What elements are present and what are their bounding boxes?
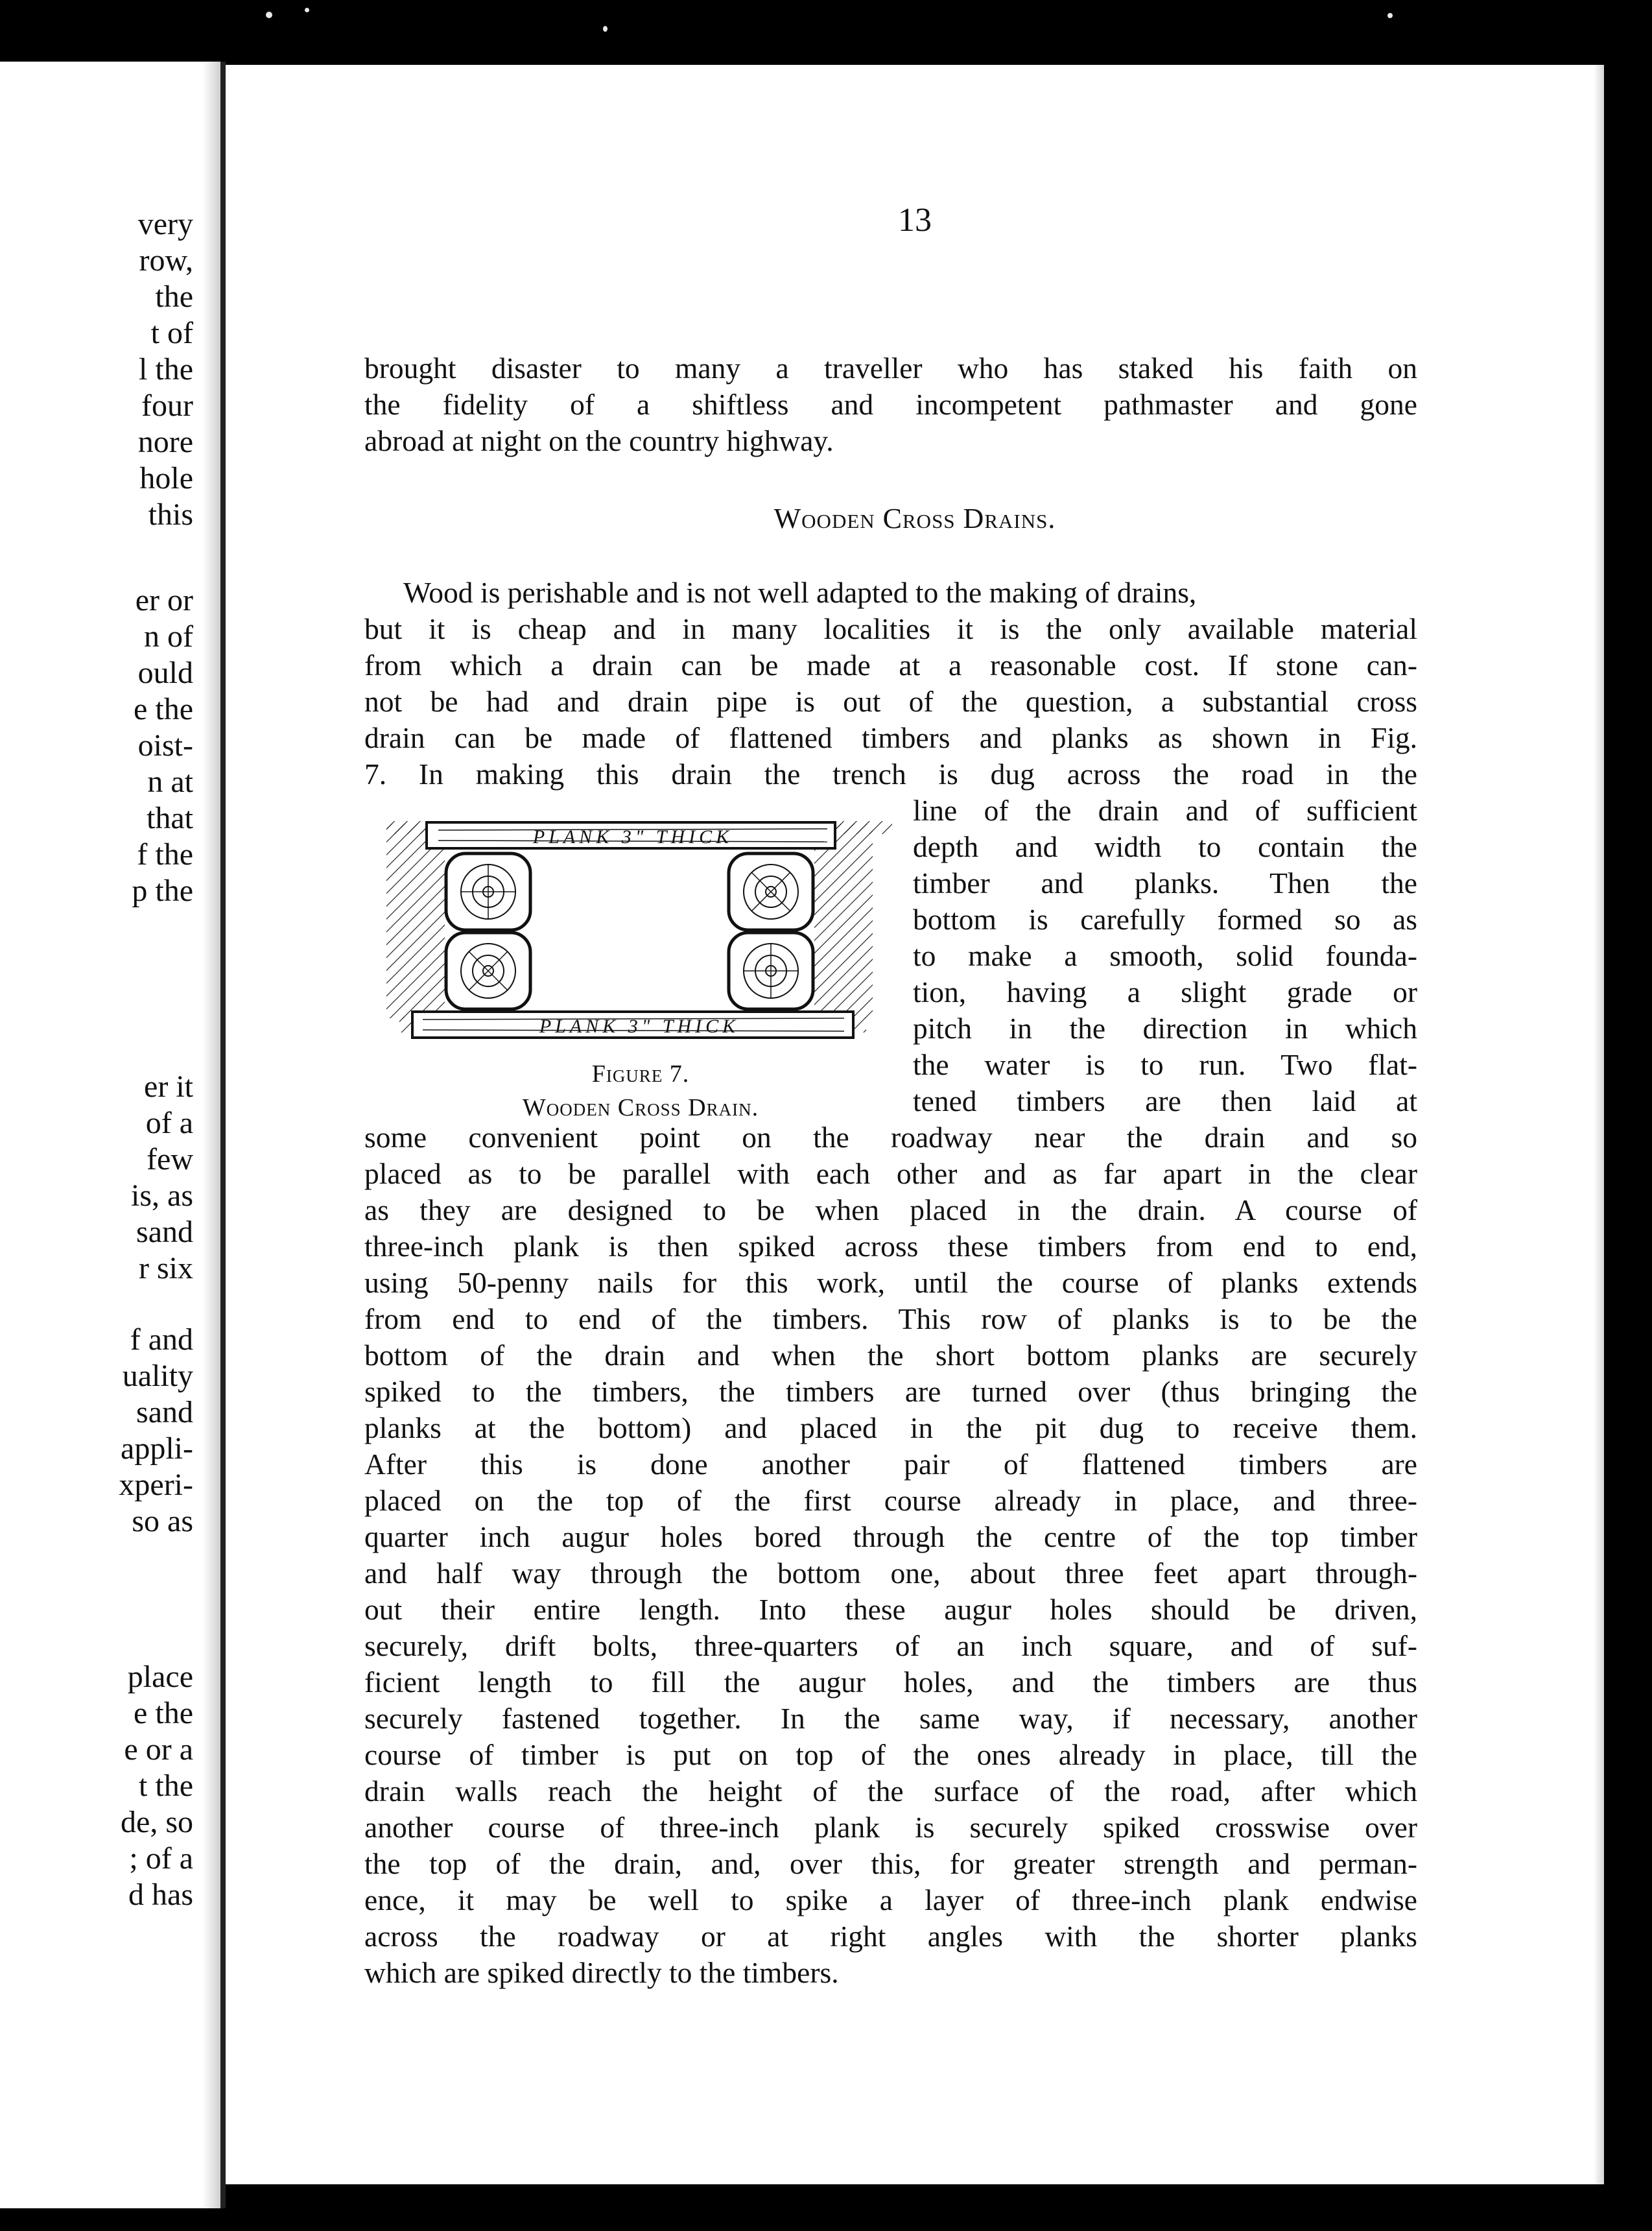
previous-page-text-line: place xyxy=(127,1660,193,1694)
previous-page-text-line: n of xyxy=(144,619,193,654)
text-line: from end to end of the timbers. This row of planks is to be the xyxy=(364,1302,1417,1335)
text-line: drain can be made of flattened timbers and planks as shown in Fig. xyxy=(364,721,1417,754)
text-line: placed as to be parallel with each other and as far apart in the clear xyxy=(364,1157,1417,1190)
previous-page-text-line: sand xyxy=(136,1395,193,1429)
previous-page-fragment xyxy=(0,62,220,2208)
book-gutter xyxy=(220,62,226,2208)
top-plank-label: PLANK 3" THICK xyxy=(532,826,733,848)
text-line: planks at the bottom) and placed in the pit dug to receive them. xyxy=(364,1411,1417,1444)
figure-wooden-cross-drain xyxy=(386,816,892,1049)
text-line: bottom of the drain and when the short bottom planks are securely xyxy=(364,1339,1417,1372)
top-plank xyxy=(427,822,835,848)
text-line: the water is to run. Two flat- xyxy=(913,1048,1417,1081)
previous-page-text-line: hole xyxy=(139,461,193,495)
previous-page-text-line: e or a xyxy=(124,1732,193,1767)
previous-page-text-line: d has xyxy=(128,1878,193,1912)
bottom-plank xyxy=(412,1012,853,1038)
previous-page-text-line: this xyxy=(148,497,193,532)
previous-page-text-line: f and xyxy=(130,1322,193,1357)
scan-speck xyxy=(305,8,309,12)
previous-page-text-line: f the xyxy=(137,837,193,872)
text-line: to make a smooth, solid founda- xyxy=(913,939,1417,972)
previous-page-text-line: the xyxy=(155,280,193,314)
text-line: ence, it may be well to spike a layer of three-inch plank endwise xyxy=(364,1883,1417,1916)
text-line: course of timber is put on top of the ones already in place, till the xyxy=(364,1738,1417,1771)
previous-page-text-line: sand xyxy=(136,1215,193,1249)
previous-page-text-line: oist- xyxy=(137,728,193,763)
previous-page-text-line: p the xyxy=(132,874,193,908)
previous-page-text-line: n at xyxy=(147,765,193,799)
text-line: across the roadway or at right angles with the shorter planks xyxy=(364,1920,1417,1953)
text-line: which are spiked directly to the timbers. xyxy=(364,1956,839,1989)
text-line: placed on the top of the first course already in place, and three- xyxy=(364,1484,1417,1517)
text-line: not be had and drain pipe is out of the question, a substantial cross xyxy=(364,685,1417,718)
previous-page-text-line: er or xyxy=(135,583,193,617)
previous-page-text-line: is, as xyxy=(131,1178,193,1213)
text-line: Wood is perishable and is not well adapted to the making of drains, xyxy=(403,576,1197,609)
page-shadow xyxy=(202,62,220,2208)
text-line: and half way through the bottom one, about three feet apart through- xyxy=(364,1557,1417,1590)
text-line: ficient length to fill the augur holes, and the timbers are thus xyxy=(364,1665,1417,1699)
previous-page-text-line: so as xyxy=(132,1504,193,1538)
text-line: securely fastened together. In the same way, if necessary, another xyxy=(364,1702,1417,1735)
text-line: from which a drain can be made at a reasonable cost. If stone can- xyxy=(364,649,1417,682)
text-line: securely, drift bolts, three-quarters of an inch square, and of suf- xyxy=(364,1629,1417,1662)
text-line: spiked to the timbers, the timbers are turned over (thus bringing the xyxy=(364,1375,1417,1408)
previous-page-text-line: nore xyxy=(137,425,193,459)
text-line: 7. In making this drain the trench is dug across the road in the xyxy=(364,758,1417,791)
timber-right-upper xyxy=(729,853,813,930)
scan-speck xyxy=(603,26,608,32)
figure-caption-title: Figure 7. xyxy=(591,1060,690,1088)
text-line: depth and width to contain the xyxy=(913,830,1417,863)
text-line: pitch in the direction in which xyxy=(913,1012,1417,1045)
scan-speck xyxy=(266,12,272,18)
previous-page-text-line: few xyxy=(147,1142,193,1176)
previous-page-text-line: e the xyxy=(134,692,193,726)
previous-page-text-line: of a xyxy=(145,1106,193,1140)
previous-page-text-line: ould xyxy=(137,656,193,690)
previous-page-text-line: four xyxy=(141,388,193,423)
text-line: tened timbers are then laid at xyxy=(913,1084,1417,1117)
timber-right-lower xyxy=(729,933,813,1009)
page-edge xyxy=(1594,65,1604,2184)
text-line: abroad at night on the country highway. xyxy=(364,424,834,457)
text-line: timber and planks. Then the xyxy=(913,866,1417,900)
book-page xyxy=(226,65,1604,2184)
text-line: brought disaster to many a traveller who has staked his faith on xyxy=(364,352,1417,385)
previous-page-text-line: ; of a xyxy=(129,1841,193,1876)
text-line: the top of the drain, and, over this, for greater strength and perman- xyxy=(364,1847,1417,1880)
scan-speck xyxy=(1387,13,1393,18)
page-number: 13 xyxy=(898,202,932,239)
bottom-plank-label: PLANK 3" THICK xyxy=(539,1016,740,1037)
text-line: another course of three-inch plank is securely spiked crosswise over xyxy=(364,1811,1417,1844)
previous-page-text-line: er it xyxy=(144,1069,193,1104)
previous-page-text-line: row, xyxy=(139,243,193,278)
timber-left-lower xyxy=(446,933,530,1009)
text-line: some convenient point on the roadway near the drain and so xyxy=(364,1121,1417,1154)
text-line: the fidelity of a shiftless and incompetent pathmaster and gone xyxy=(364,388,1417,421)
previous-page-text-line: very xyxy=(137,207,193,241)
timber-left-upper xyxy=(446,853,530,930)
text-line: three-inch plank is then spiked across these timbers from end to end, xyxy=(364,1230,1417,1263)
text-line: using 50-penny nails for this work, until the course of planks extends xyxy=(364,1266,1417,1299)
text-line: line of the drain and of sufficient xyxy=(913,794,1417,827)
previous-page-text-line: appli- xyxy=(121,1431,193,1466)
text-line: out their entire length. Into these augur holes should be driven, xyxy=(364,1593,1417,1626)
previous-page-text-line: l the xyxy=(139,352,193,387)
text-line: tion, having a slight grade or xyxy=(913,975,1417,1008)
text-line: After this is done another pair of flattened timbers are xyxy=(364,1448,1417,1481)
text-line: but it is cheap and in many localities it is the only available material xyxy=(364,612,1417,645)
previous-page-text-line: e the xyxy=(134,1696,193,1730)
previous-page-text-line: that xyxy=(147,801,193,835)
text-line: drain walls reach the height of the surface of the road, after which xyxy=(364,1774,1417,1807)
text-line: bottom is carefully formed so as xyxy=(913,903,1417,936)
previous-page-text-line: uality xyxy=(122,1359,193,1393)
previous-page-text-line: de, so xyxy=(121,1805,193,1839)
previous-page-text-line: xperi- xyxy=(119,1468,193,1502)
previous-page-text-line: t the xyxy=(139,1769,193,1803)
text-line: quarter inch augur holes bored through the centre of the top timber xyxy=(364,1520,1417,1553)
text-line: as they are designed to be when placed in the drain. A course of xyxy=(364,1193,1417,1226)
previous-page-text-line: r six xyxy=(139,1251,193,1285)
previous-page-text-line: t of xyxy=(150,316,193,350)
section-heading: Wooden Cross Drains. xyxy=(773,503,1056,534)
figure-caption-subtitle: Wooden Cross Drain. xyxy=(522,1094,759,1121)
